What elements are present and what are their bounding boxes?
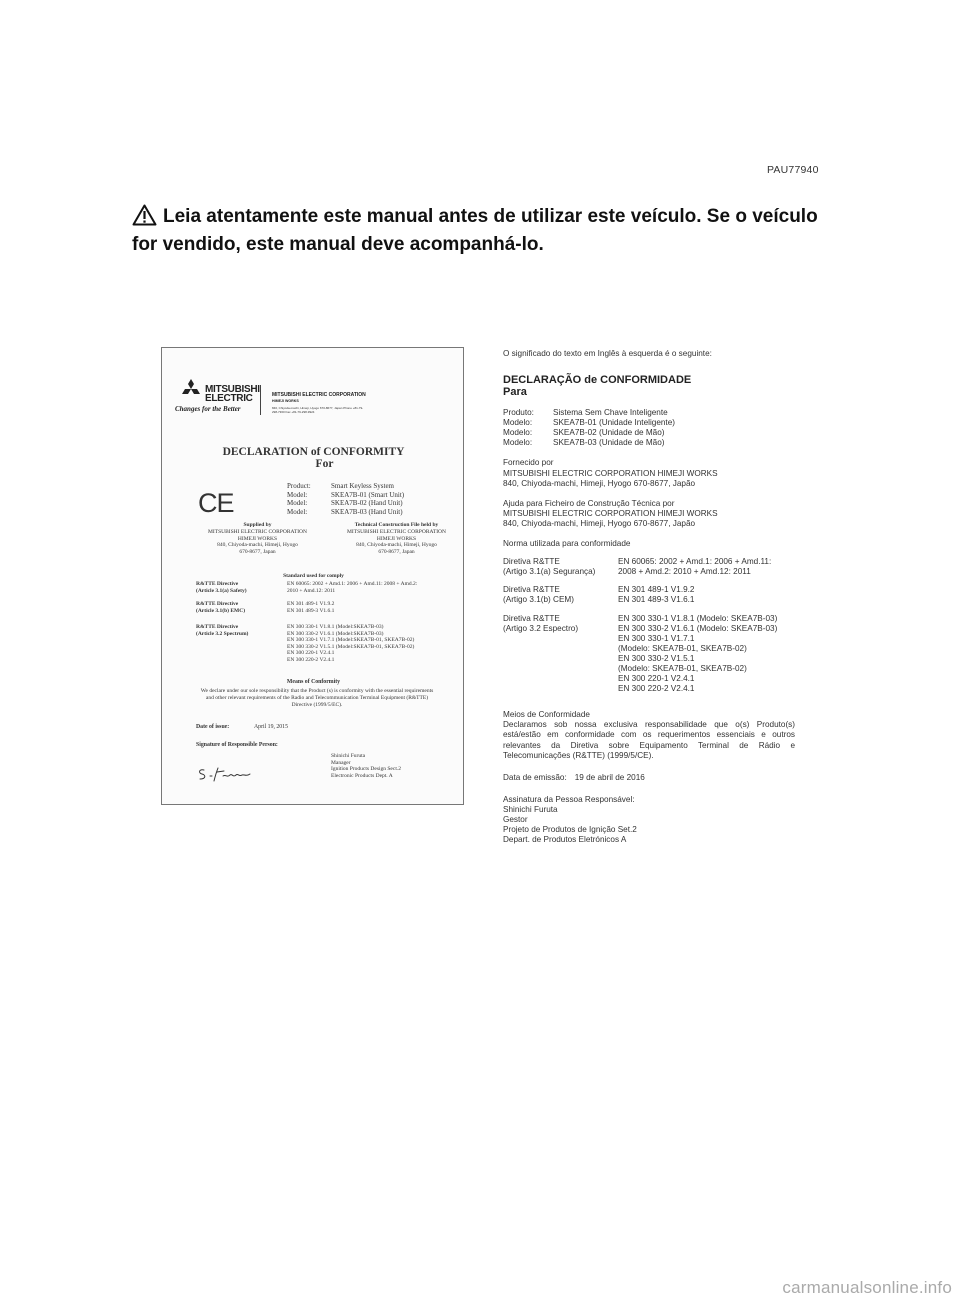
product-value: Smart Keyless System <box>331 482 394 490</box>
mitsubishi-logo-icon <box>179 378 203 402</box>
issue-date-label: Date of issue: <box>196 724 230 730</box>
ce-mark: CE <box>198 488 234 518</box>
translation-column <box>503 349 795 845</box>
standard-label: R&TTE Directive (Article 3.1(a) Safety) <box>196 581 247 594</box>
handwritten-signature-icon <box>196 764 256 784</box>
product-row: Modelo: SKEA7B-01 (Unidade Inteligente) <box>503 418 675 428</box>
document-code: PAU77940 <box>767 164 819 176</box>
product-key: Model: <box>287 490 308 499</box>
product-value: SKEA7B-03 (Hand Unit) <box>331 507 403 516</box>
product-value: SKEA7B-02 (Hand Unit) <box>331 499 403 508</box>
product-key: Product: <box>287 482 311 490</box>
translation-supplied-by: Fornecido por MITSUBISHI ELECTRIC CORPORATION HIMEJI WORKS 840, Chiyoda-machi, Himeji, Hyogo 670-8677, Japão <box>503 458 718 488</box>
corporation-address: 840, Chiyoda-machi, Himeji, Hyogo 670-8677, Japan Phone +81-79-298-7360 Fax +81-79-298-9924 <box>272 406 364 414</box>
standard-value: EN 300 330-1 V1.8.1 (Model:SKEA7B-03) EN 300 330-2 V1.6.1 (Model:SKEA7B-03) EN 300 330-1 V1.7.1 (Model:SKEA7B-01, SKEA7B-02) EN 300 330-2 V1.5.1 (Model:SKEA7B-01, SKEA7B-02) EN 300 220-1 V2.4.1 EN 300 220-2 V2.4.1 <box>287 624 415 663</box>
signature-label: Signature of Responsible Person: <box>196 742 278 748</box>
translation-technical-file: Ajuda para Ficheiro de Construção Técnica por MITSUBISHI ELECTRIC CORPORATION HIMEJI WORKS 840, Chiyoda-machi, Himeji, Hyogo 670-8677, Japão <box>503 498 718 528</box>
supplied-by-block: Supplied by MITSUBISHI ELECTRIC CORPORATION HIMEJI WORKS 840, Chiyoda-machi, Himeji, Hyogo 670-8677, Japan <box>207 522 307 556</box>
translation-means-text: Declaramos sob nossa exclusiva responsabilidade que o(s) Produto(s) está/estão em conformidade com os requerimentos essenciais e outros relevantes da Diretiva sobre Equipamento Terminal de Rádio e Telecomunicações (R&TTE) (1999/5/CE). <box>503 720 795 760</box>
product-key: Model: <box>287 499 308 508</box>
technical-file-block: Technical Construction File held by MITSUBISHI ELECTRIC CORPORATION HIMEJI WORKS 840, Chiyoda-machi, Himeji, Hyogo 670-8677, Japan <box>346 522 446 556</box>
standard-value: EN 301 489-1 V1.9.2 EN 301 489-3 V1.6.1 <box>287 601 335 614</box>
product-row: Modelo: SKEA7B-03 (Unidade de Mão) <box>503 438 665 448</box>
translation-standard-row: Diretiva R&TTE (Artigo 3.2 Espectro) EN 300 330-1 V1.8.1 (Modelo: SKEA7B-03) EN 300 330-2 V1.6.1 (Modelo: SKEA7B-03) EN 300 330-1 V1.7.1 (Modelo: SKEA7B-01, SKEA7B-02) EN 300 330-2 V1.5.1 (Modelo: SKEA7B-01, SKEA7B-02) EN 300 220-1 V2.4.1 EN 300 220-2 V2.4.1 <box>503 613 778 694</box>
translation-signature-block: Assinatura da Pessoa Responsável: Shinichi Furuta Gestor Projeto de Produtos de Ignição Set.2 Depart. de Produtos Eletrónicos A <box>503 794 637 845</box>
corporation-name: MITSUBISHI ELECTRIC CORPORATION <box>272 392 366 398</box>
translation-standard-row: Diretiva R&TTE (Artigo 3.1(b) CEM) EN 301 489-1 V1.9.2 EN 301 489-3 V1.6.1 <box>503 585 695 605</box>
product-row: Modelo: SKEA7B-02 (Unidade de Mão) <box>503 428 665 438</box>
declaration-certificate <box>161 347 464 805</box>
translation-standard-row: Diretiva R&TTE (Artigo 3.1(a) Segurança) EN 60065: 2002 + Amd.1: 2006 + Amd.11: 2008 + Amd.2: 2010 + Amd.12: 2011 <box>503 557 772 577</box>
standard-value: EN 60065: 2002 + Amd.1: 2006 + Amd.11: 2008 + Amd.2: 2010 + Amd.12: 2011 <box>287 581 418 594</box>
brand-tagline: Changes for the Better <box>175 405 241 413</box>
watermark: carmanualsonline.info <box>782 1278 952 1297</box>
translation-issue-date: Data de emissão: 19 de abril de 2016 <box>503 772 645 782</box>
issue-date-value: April 19, 2015 <box>254 724 288 730</box>
standard-label: R&TTE Directive (Article 3.2 Spectrum) <box>196 624 249 637</box>
means-heading: Means of Conformity <box>286 679 341 685</box>
warning-triangle-icon <box>132 204 157 226</box>
corporation-works: HIMEJI WORKS <box>272 399 299 403</box>
letterhead-divider <box>260 385 261 415</box>
translation-intro: O significado do texto em Inglês à esquerda é o seguinte: <box>503 349 712 358</box>
standards-heading: Standard used for comply <box>283 573 344 579</box>
standard-label: R&TTE Directive (Article 3.1(b) EMC) <box>196 601 246 614</box>
translation-title: DECLARAÇÃO de CONFORMIDADE Para <box>503 374 692 399</box>
certificate-title: DECLARATION of CONFORMITY For <box>222 446 405 470</box>
product-row: Produto: Sistema Sem Chave Inteligente <box>503 408 668 418</box>
product-value: SKEA7B-01 (Smart Unit) <box>331 490 405 499</box>
translation-standards-heading: Norma utilizada para conformidade <box>503 539 631 549</box>
warning-notice <box>132 203 832 259</box>
signer-details: Shinichi Furuta Manager Ignition Products Design Sect.2 Electronic Products Dept. A <box>331 753 401 779</box>
translation-product-list <box>503 408 795 448</box>
product-key: Model: <box>287 507 308 516</box>
warning-text: Leia atentamente este manual antes de utilizar este veículo. Se o veículo for vendido, este manual deve acompanhá-lo. <box>132 206 818 255</box>
brand-name: MITSUBISHI ELECTRIC <box>205 384 260 404</box>
means-text: We declare under our sole responsibility that the Product (s) is conformity with the essential requirements and other relevant requirements of the Radio and Telecommunication Terminal Equipment (R&TTE) Directive (1999/5/EC). <box>200 688 434 708</box>
translation-means-heading: Meios de Conformidade <box>503 710 590 720</box>
